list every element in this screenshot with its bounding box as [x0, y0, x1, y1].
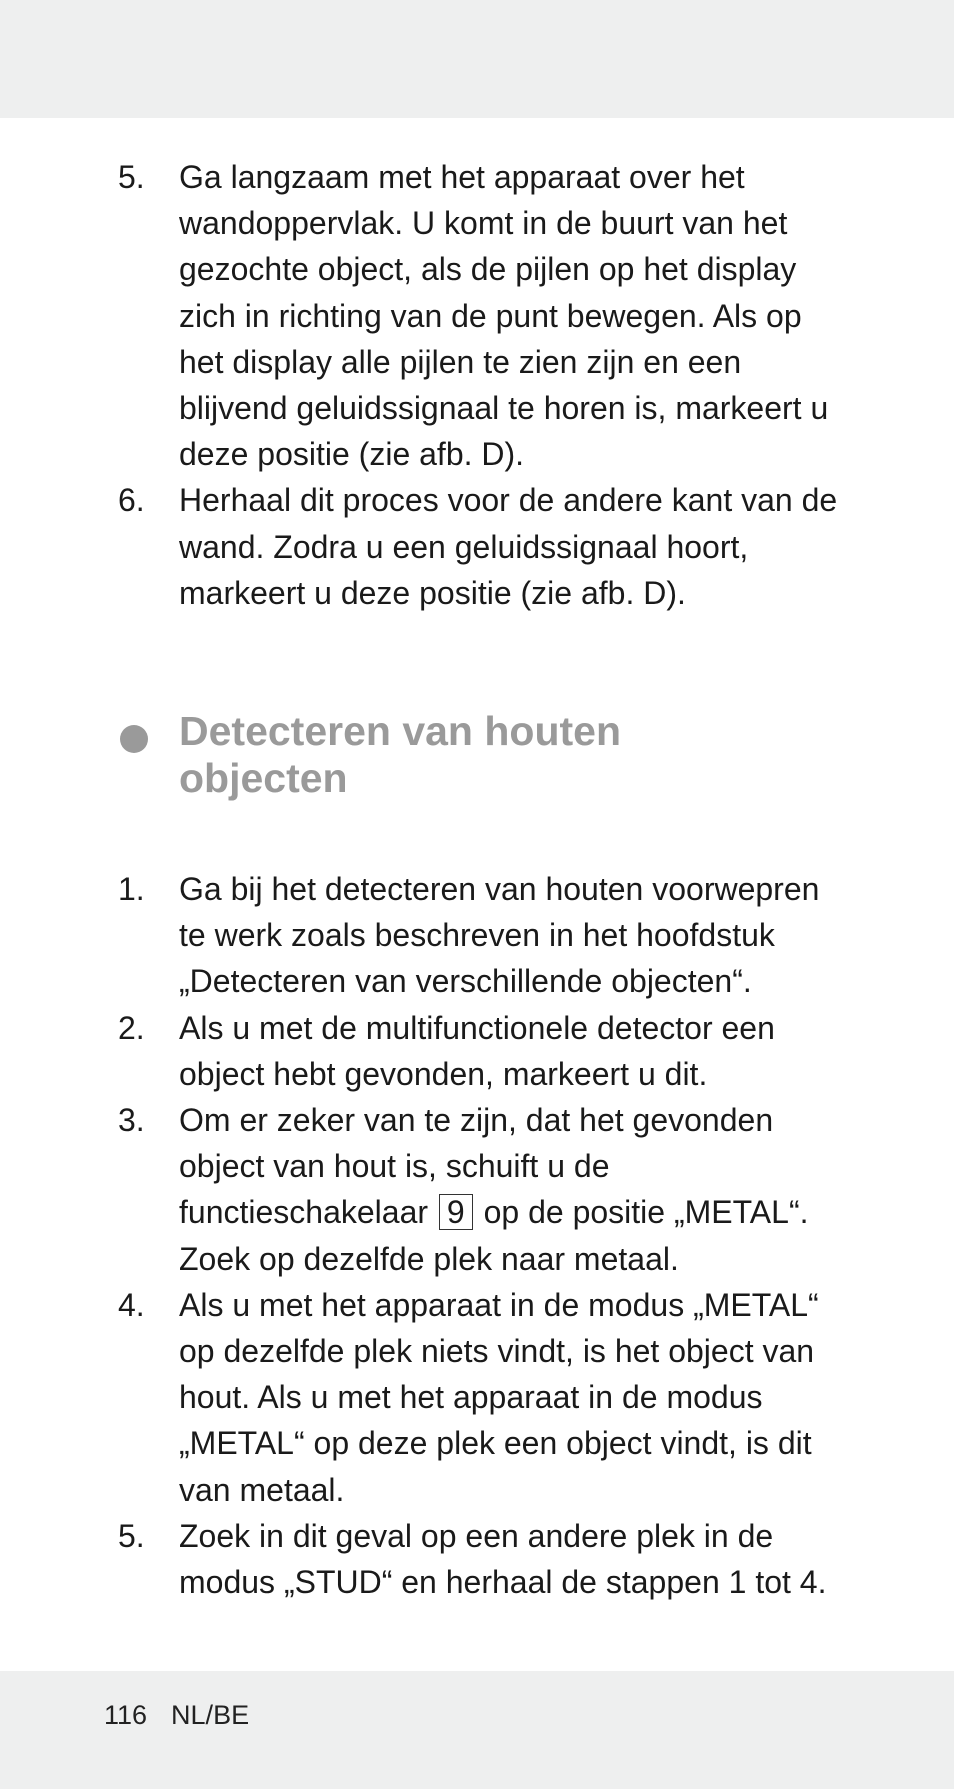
page-number: 116	[104, 1700, 148, 1730]
bullet-dot-icon	[120, 725, 148, 753]
list-item	[118, 1097, 848, 1282]
page-content	[118, 154, 848, 1605]
list-item	[118, 477, 848, 616]
list-item	[118, 1005, 848, 1097]
list-item	[118, 154, 848, 477]
item-text	[179, 1097, 848, 1282]
list-item	[118, 1282, 848, 1513]
item-text: Ga bij het detecteren van houten voorwepren te werk zoals beschreven in het hoofdstuk „Detecteren van verschillende objecten“.	[179, 871, 820, 1000]
item-text: Als u met de multifunctionele detector een object hebt gevonden, markeert u dit.	[179, 1009, 775, 1092]
list-item	[118, 1513, 848, 1605]
item-number: 5.	[118, 159, 145, 195]
language-code: NL/BE	[171, 1700, 250, 1730]
item-number: 5.	[118, 1517, 145, 1554]
top-band	[0, 0, 954, 118]
item-text-before: Om er zeker van te zijn, dat het gevonden object van hout is, schuift u de functieschakelaar	[179, 1102, 774, 1231]
item-number: 4.	[118, 1286, 145, 1323]
section-heading	[118, 708, 848, 802]
item-text: Ga langzaam met het apparaat over het wandoppervlak. U komt in de buurt van het gezochte object, als de pijlen op het display zich in richting van de punt bewegen. Als op het display alle pijlen te zien zijn en een blijvend geluidssignaal te horen is, markeert u deze positie (zie afb. D).	[179, 159, 829, 473]
item-number: 2.	[118, 1009, 145, 1046]
item-text-after: op de positie „METAL“. Zoek op dezelfde plek naar metaal.	[179, 1194, 809, 1277]
item-text: Herhaal dit proces voor de andere kant van de wand. Zodra u een geluidssignaal hoort, markeert u deze positie (zie afb. D).	[179, 482, 838, 611]
item-number: 6.	[118, 482, 145, 519]
reference-number-box: 9	[439, 1194, 473, 1230]
item-number: 3.	[118, 1102, 145, 1139]
instruction-list-2	[118, 866, 848, 1605]
heading-line-1: Detecteren van houten	[179, 708, 621, 755]
list-item	[118, 866, 848, 1005]
page-footer	[104, 1700, 273, 1731]
item-number: 1.	[118, 871, 145, 908]
instruction-list-1	[118, 154, 848, 616]
heading-line-2: objecten	[179, 755, 348, 802]
item-text: Als u met het apparaat in de modus „METAL“ op dezelfde plek niets vindt, is het object van hout. Als u met het apparaat in de modus „METAL“ op deze plek een object vindt, is dit van metaal.	[179, 1286, 819, 1508]
item-text: Zoek in dit geval op een andere plek in de modus „STUD“ en herhaal de stappen 1 tot 4.	[179, 1517, 827, 1601]
